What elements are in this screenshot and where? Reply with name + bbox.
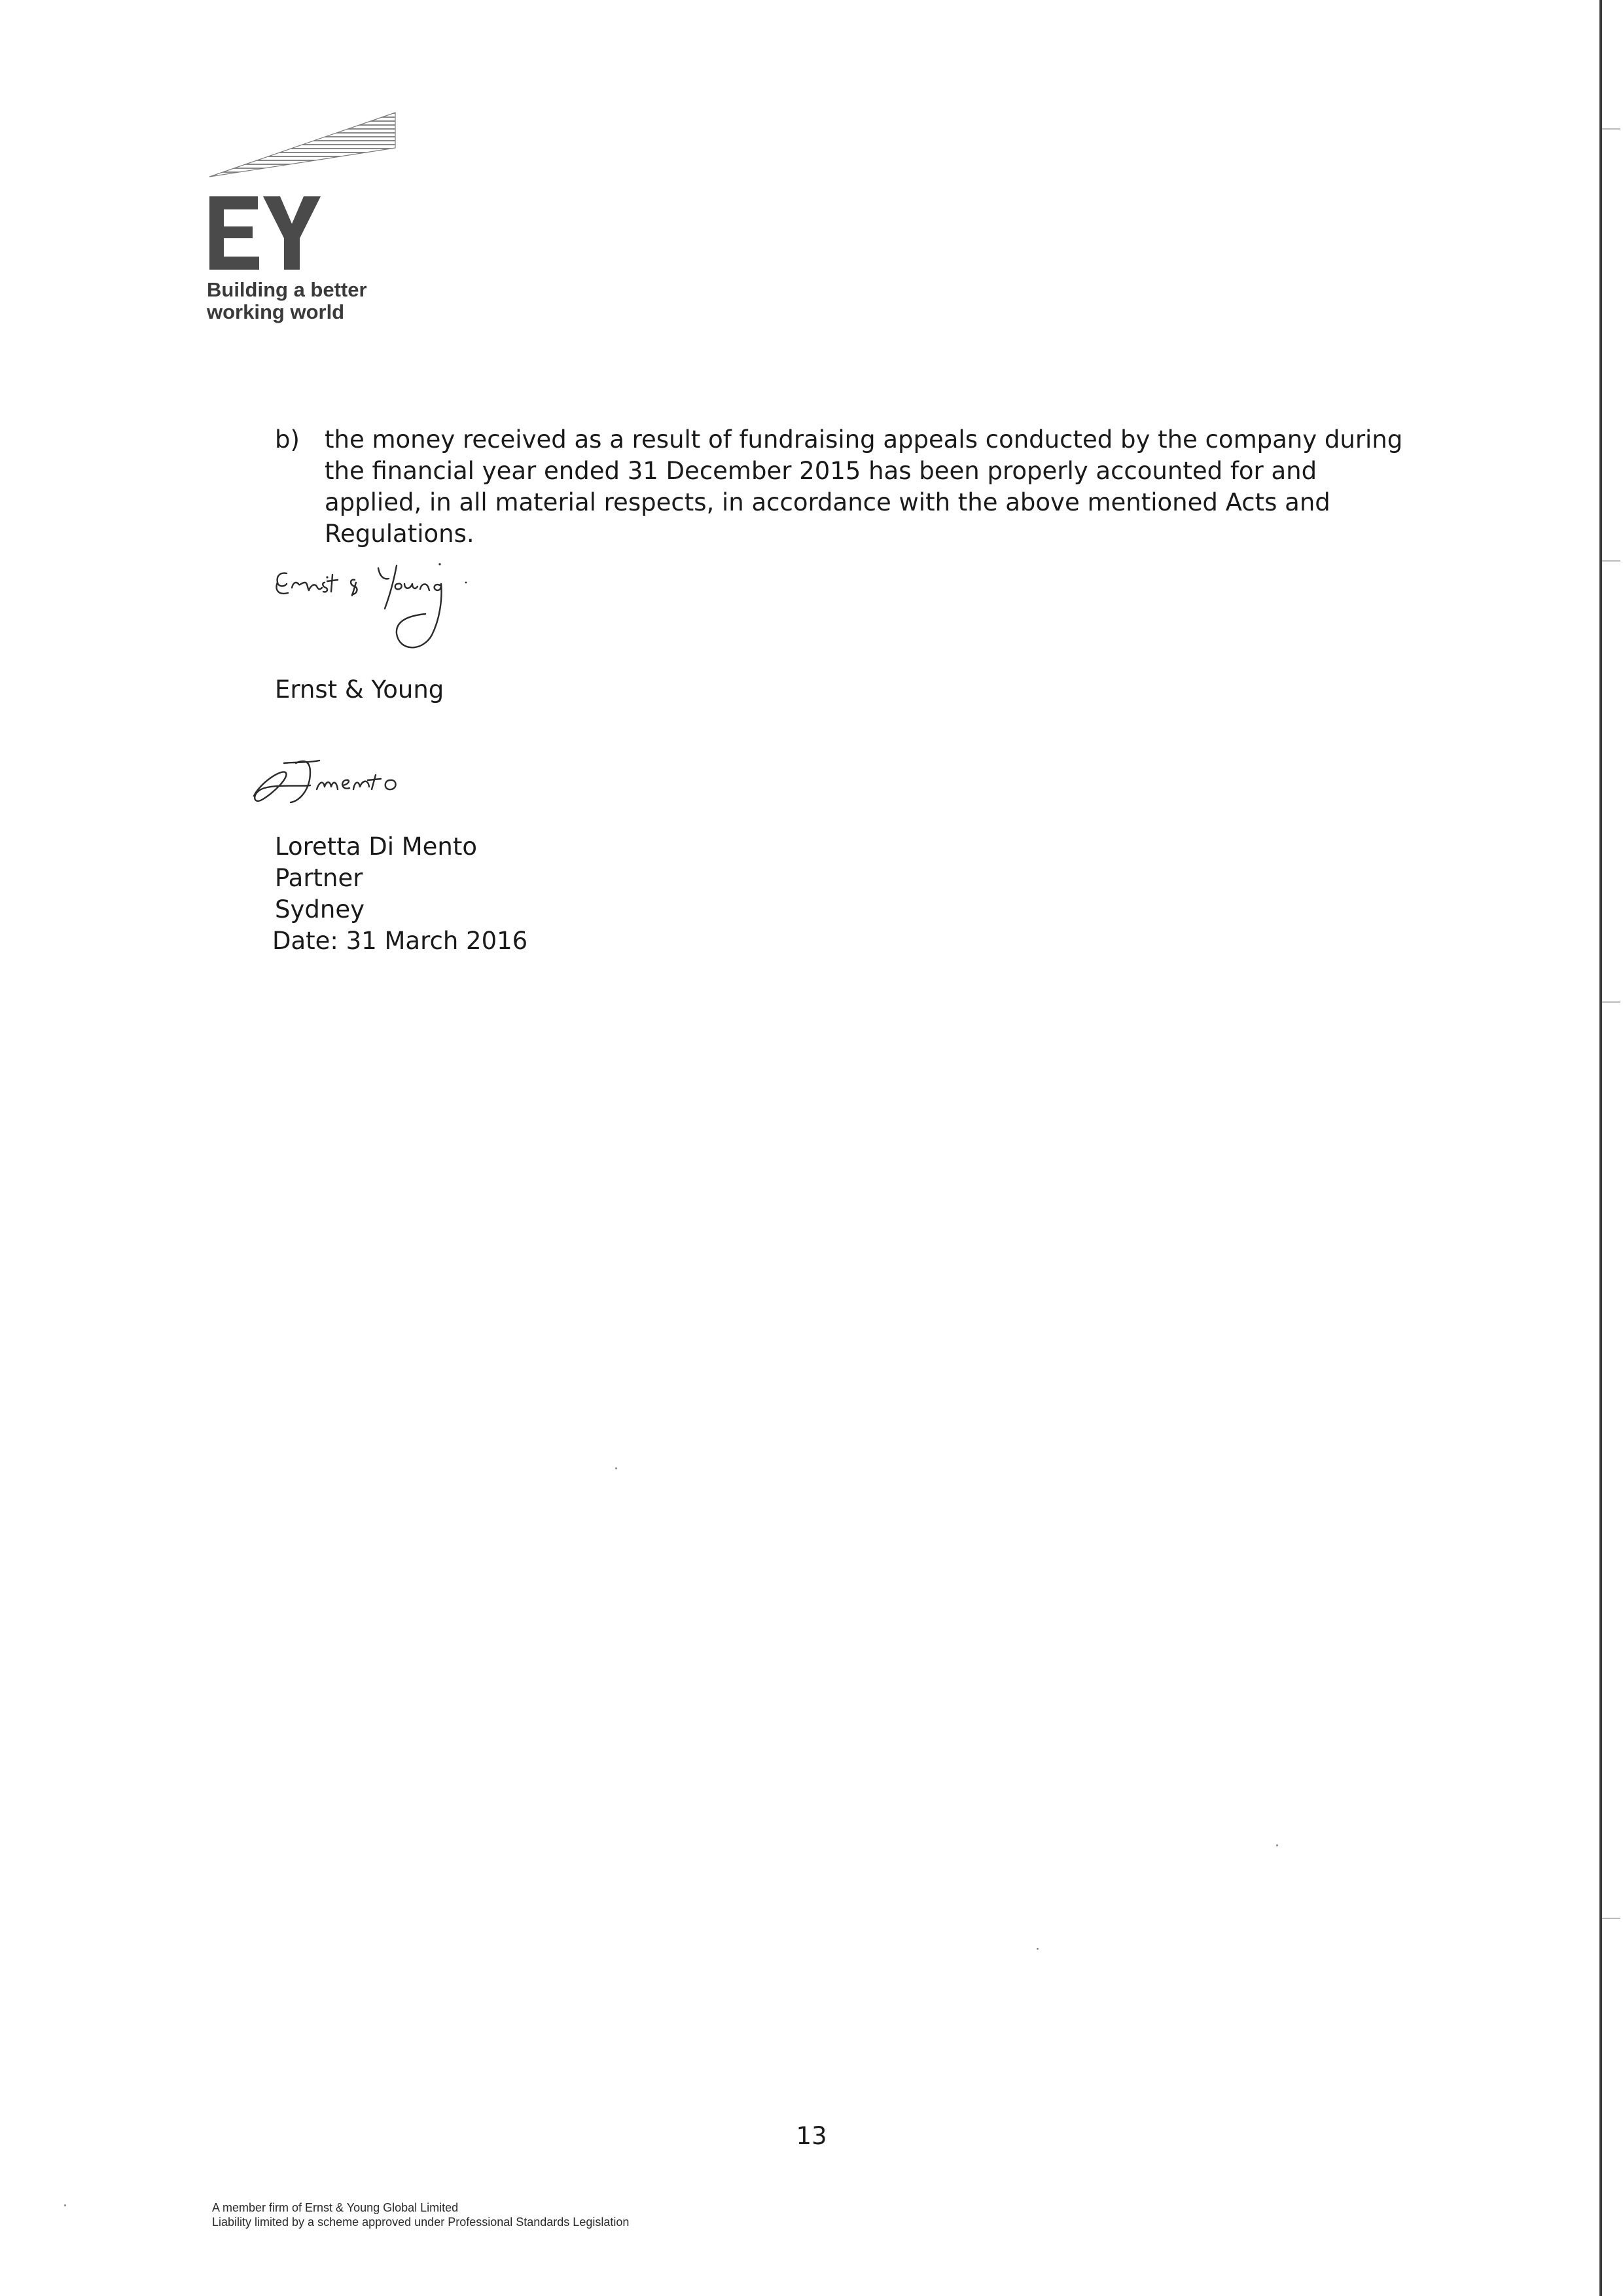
footer-line-2: Liability limited by a scheme approved under Professional Standards Legislation: [212, 2215, 630, 2229]
ey-logo: [209, 196, 321, 270]
scan-edge-mark: [1602, 1918, 1620, 1919]
ey-tagline: [207, 279, 367, 323]
partner-city: Sydney: [275, 895, 365, 924]
scan-speck: [64, 2204, 66, 2206]
partner-role: Partner: [275, 864, 363, 892]
partner-name: Loretta Di Mento: [275, 833, 478, 861]
firm-signature: [268, 554, 491, 658]
page-number: 13: [796, 2122, 827, 2150]
scan-speck: [615, 1467, 617, 1469]
ey-logo-beam: [209, 111, 399, 183]
firm-name: Ernst & Young: [275, 675, 444, 704]
signing-date: Date: 31 March 2016: [272, 927, 528, 955]
scan-edge-mark: [1602, 560, 1620, 562]
scan-edge-mark: [1602, 128, 1620, 130]
tagline-line-1: Building a better: [207, 278, 367, 301]
footer: [212, 2200, 629, 2229]
list-marker: b): [275, 425, 300, 454]
tagline-line-2: working world: [207, 300, 345, 323]
scan-edge-mark: [1602, 1001, 1620, 1003]
scan-speck: [1276, 1844, 1278, 1846]
scan-edge: [1599, 0, 1602, 2296]
partner-signature: [247, 744, 431, 816]
body-paragraph: the money received as a result of fundraising appeals conducted by the company during the financial year ended 31 December 2015 has been properly accounted for and applied, in all material respects, in accordance with the above mentioned Acts and Regulations.: [325, 425, 1403, 548]
scan-speck: [1037, 1948, 1039, 1950]
footer-line-1: A member firm of Ernst & Young Global Limited: [212, 2201, 459, 2214]
